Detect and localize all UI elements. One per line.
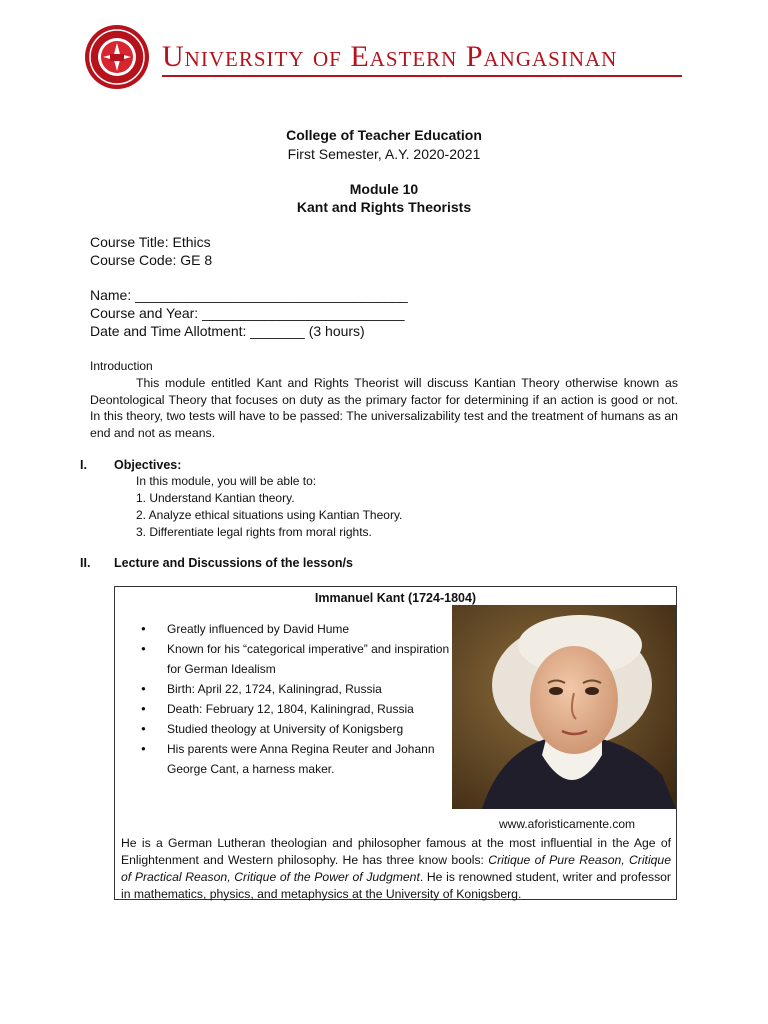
university-seal-icon	[84, 24, 150, 90]
objectives-number: I.	[80, 458, 87, 472]
kant-books: Critique of Pure Reason, Critique of Practical Reason, Critique of the Power of Judgment	[121, 853, 671, 884]
list-item: ● Known for his “categorical imperative” and inspiration for German Idealism	[139, 639, 459, 679]
kant-portrait-image	[452, 605, 676, 809]
objectives-list	[136, 473, 402, 541]
introduction-text: This module entitled Kant and Rights Theorist will discuss Kantian Theory otherwise known as Deontological Theory that focuses on duty as the primary factor for determining if an action is good or not. In this theory, two tests will have to be passed: The universalizability test and the treatment of humans as an end and not as means.	[90, 376, 678, 440]
image-credit: www.aforisticamente.com	[499, 817, 636, 831]
introduction-heading: Introduction	[90, 359, 153, 373]
kant-description-start: He is a German Lutheran theologian and philosopher famous at the most influential in the Age of Enlightenment and Western philosophy. He has three know bools:	[121, 836, 671, 867]
kant-box-title: Immanuel Kant (1724-1804)	[314, 591, 477, 605]
module-number: Module 10	[349, 181, 419, 197]
list-item: ● Studied theology at University of Konigsberg	[139, 719, 459, 739]
objectives-lead: In this module, you will be able to:	[136, 474, 317, 488]
date-time-field: Date and Time Allotment: _______ (3 hours)	[90, 323, 365, 339]
list-item: ● Death: February 12, 1804, Kaliningrad, Russia	[139, 699, 459, 719]
semester: First Semester, A.Y. 2020-2021	[287, 146, 481, 162]
kant-info-box	[114, 586, 677, 900]
objectives-heading: Objectives:	[114, 458, 182, 472]
name-field: Name: ___________________________________	[90, 287, 408, 303]
course-code: Course Code: GE 8	[90, 252, 213, 268]
objective-item: 3. Differentiate legal rights from moral rights.	[136, 525, 372, 539]
course-title: Course Title: Ethics	[90, 234, 211, 250]
lecture-number: II.	[80, 556, 91, 570]
list-item: ● Greatly influenced by David Hume	[139, 619, 459, 639]
lecture-heading: Lecture and Discussions of the lesson/s	[114, 556, 353, 570]
header-underline	[162, 75, 682, 77]
list-item: ● His parents were Anna Regina Reuter and Johann George Cant, a harness maker.	[139, 739, 459, 779]
kant-description-end: . He is renowned student, writer and professor in mathematics, physics, and metaphysics at the University of Konigsberg.	[121, 870, 671, 901]
objective-item: 1. Understand Kantian theory.	[136, 491, 295, 505]
module-title: Kant and Rights Theorists	[296, 199, 472, 215]
course-year-field: Course and Year: __________________________	[90, 305, 405, 321]
kant-facts-list	[139, 619, 459, 779]
university-header	[84, 22, 684, 92]
list-item: ● Birth: April 22, 1724, Kaliningrad, Russia	[139, 679, 459, 699]
university-name: University of Eastern Pangasinan	[162, 40, 618, 73]
kant-description	[121, 835, 671, 903]
college-name: College of Teacher Education	[286, 127, 482, 143]
objective-item: 2. Analyze ethical situations using Kantian Theory.	[136, 508, 403, 522]
